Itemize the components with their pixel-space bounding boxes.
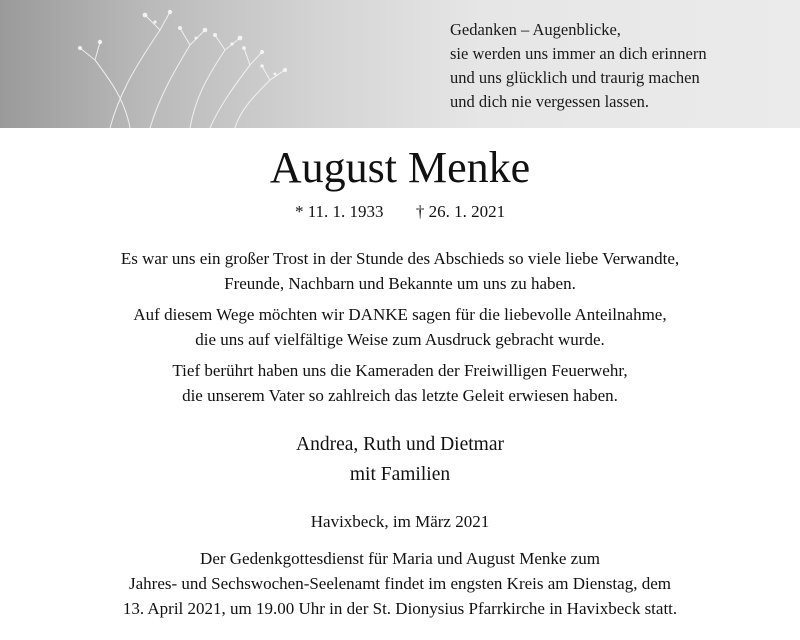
signers-names: Andrea, Ruth und Dietmar [296, 434, 504, 455]
poem-line: sie werden uns immer an dich erinnern [450, 44, 707, 63]
poem-line: und dich nie vergessen lassen. [450, 92, 650, 111]
poem-line: und uns glücklich und traurig machen [450, 68, 700, 87]
death-date: † 26. 1. 2021 [415, 202, 506, 221]
paragraph-line: Es war uns ein großer Trost in der Stunde des Abschieds so viele liebe Verwandte, [120, 249, 680, 268]
thanks-paragraph-1 [0, 246, 800, 296]
birth-date: * 11. 1. 1933 [294, 202, 384, 221]
dried-flower-stems-photo [0, 0, 440, 128]
deceased-name: August Menke [269, 143, 531, 192]
poem [450, 18, 790, 114]
paragraph-line: Freunde, Nachbarn und Bekannte um uns zu haben. [224, 274, 576, 293]
service-line: 13. April 2021, um 19.00 Uhr in der St. Dionysius Pfarrkirche in Havixbeck statt. [122, 599, 678, 618]
paragraph-line: die unserem Vater so zahlreich das letzte Geleit erwiesen haben. [182, 386, 618, 405]
thanks-paragraph-2 [0, 302, 800, 352]
place-date: Havixbeck, im März 2021 [310, 512, 490, 531]
signers [0, 430, 800, 490]
service-line: Jahres- und Sechswochen-Seelenamt findet im engsten Kreis am Dienstag, dem [129, 574, 671, 593]
service-line: Der Gedenkgottesdienst für Maria und August Menke zum [200, 549, 600, 568]
header-banner [0, 0, 800, 128]
thanks-paragraph-3 [0, 358, 800, 408]
signers-families: mit Familien [349, 464, 451, 485]
memorial-service-notice [0, 546, 800, 621]
poem-line: Gedanken – Augenblicke, [450, 20, 621, 39]
life-dates [0, 200, 800, 224]
paragraph-line: Tief berührt haben uns die Kameraden der Freiwilligen Feuerwehr, [172, 361, 628, 380]
paragraph-line: die uns auf vielfältige Weise zum Ausdruck gebracht wurde. [195, 330, 605, 349]
paragraph-line: Auf diesem Wege möchten wir DANKE sagen für die liebevolle Anteilnahme, [133, 305, 667, 324]
